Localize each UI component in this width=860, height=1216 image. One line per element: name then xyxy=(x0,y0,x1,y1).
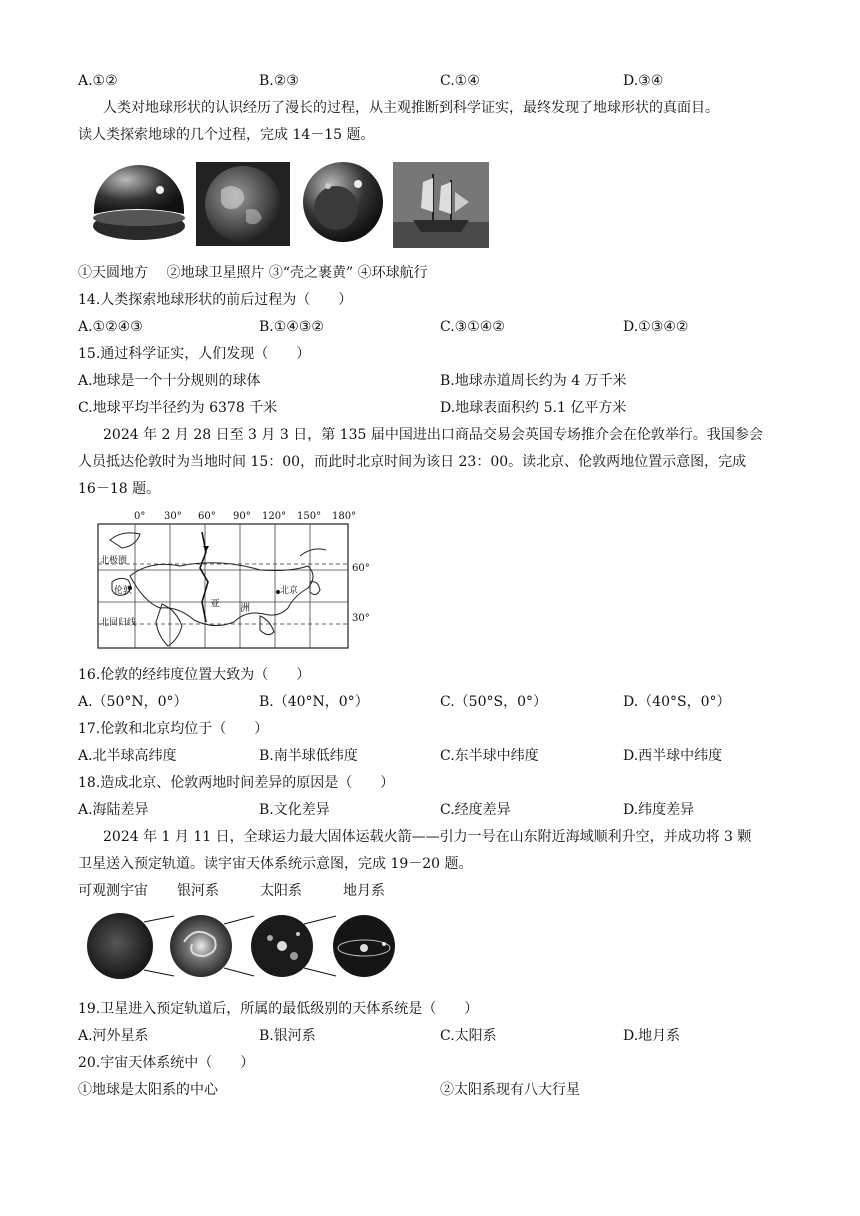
option-b: B.（40°N，0°） xyxy=(259,694,369,710)
option-c: C.东半球中纬度 xyxy=(440,748,539,764)
earth-moon-system-label: 地月系 xyxy=(343,883,385,899)
option-d: D.（40°S，0°） xyxy=(623,694,731,710)
solar-system-circle xyxy=(251,915,313,977)
milky-way-circle xyxy=(170,915,232,977)
q17-stem: 17.伦敦和北京均位于（ ） xyxy=(78,721,269,737)
milky-way-label: 银河系 xyxy=(177,883,219,899)
q17-options xyxy=(78,747,778,765)
intro-16-18-line2: 人员抵达伦敦时为当地时间 15：00，而此时北京时间为该日 23：00。读北京、伦敦两地位置示意图，完成 xyxy=(78,454,747,470)
q15-options-row2 xyxy=(78,399,778,417)
q16-options xyxy=(78,693,778,711)
universe-circle xyxy=(87,913,153,979)
tropic-of-cancer-label: 北回归线 xyxy=(100,618,137,628)
option-d: D.地球表面积约 5.1 亿平方米 xyxy=(440,400,627,416)
option-d: D.地月系 xyxy=(623,1028,681,1044)
option-c: C.③①④② xyxy=(440,319,505,335)
intro-19-20-line1: 2024 年 1 月 11 日，全球运力最大固体运载火箭——引力一号在山东附近海域顺利升空，并成功将 3 颗 xyxy=(103,829,752,845)
option-a: A.地球是一个十分规则的球体 xyxy=(78,373,261,389)
q16-stem: 16.伦敦的经纬度位置大致为（ ） xyxy=(78,667,311,683)
option-a: A.海陆差异 xyxy=(78,802,149,818)
q19-options xyxy=(78,1027,778,1045)
asia-label-2: 洲 xyxy=(240,603,250,614)
option-d: D.西半球中纬度 xyxy=(623,748,723,764)
q15-options-row1 xyxy=(78,372,778,390)
option-b: B.南半球低纬度 xyxy=(259,748,358,764)
q15-stem: 15.通过科学证实，人们发现（ ） xyxy=(78,346,311,362)
option-a: A.①②④③ xyxy=(78,319,143,335)
option-d: D.纬度差异 xyxy=(623,802,695,818)
lon-label-120: 120° xyxy=(262,511,287,522)
observable-universe-label: 可观测宇宙 xyxy=(78,883,148,899)
lon-label-90: 90° xyxy=(233,511,251,522)
option-b: B.地球赤道周长约为 4 万千米 xyxy=(440,373,627,389)
egg-shell-picture xyxy=(303,162,383,242)
q19-stem: 19.卫星进入预定轨道后，所属的最低级别的天体系统是（ ） xyxy=(78,1001,479,1017)
option-a: A.（50°N，0°） xyxy=(78,694,188,710)
lon-label-60: 60° xyxy=(198,511,216,522)
satellite-photo xyxy=(196,162,290,246)
solar-system-label: 太阳系 xyxy=(260,883,302,899)
intro-16-18-line1: 2024 年 2 月 28 日至 3 月 3 日，第 135 届中国进出口商品交易会英国专场推介会在伦敦举行。我国参会 xyxy=(103,427,763,443)
option-c: C.太阳系 xyxy=(440,1028,497,1044)
figure-caption: ①天圆地方 ②地球卫星照片 ③“壳之裹黄” ④环球航行 xyxy=(78,265,428,281)
lon-label-30: 30° xyxy=(164,511,182,522)
option-a: A.北半球高纬度 xyxy=(78,748,177,764)
dome-picture xyxy=(93,165,185,240)
ship-picture xyxy=(393,162,489,248)
option-b: B.①④③② xyxy=(259,319,324,335)
lon-label-180: 180° xyxy=(332,511,357,522)
option-c: C.①④ xyxy=(440,73,480,89)
statement-1: ①地球是太阳系的中心 xyxy=(78,1082,218,1098)
option-b: B.文化差异 xyxy=(259,802,330,818)
celestial-systems-diagram xyxy=(84,908,400,984)
option-b: B.银河系 xyxy=(259,1028,316,1044)
option-a: A.①② xyxy=(78,73,118,89)
option-d: D.①③④② xyxy=(623,319,689,335)
option-c: C.（50°S，0°） xyxy=(440,694,547,710)
q13-options xyxy=(78,72,778,90)
lon-label-0: 0° xyxy=(134,511,146,522)
intro-14-15-line1: 人类对地球形状的认识经历了漫长的过程，从主观推断到科学证实，最终发现了地球形状的真面目。 xyxy=(103,100,719,116)
beijing-london-map xyxy=(90,512,380,652)
earth-shape-figures xyxy=(86,160,412,250)
q20-stem: 20.宇宙天体系统中（ ） xyxy=(78,1055,255,1071)
q18-stem: 18.造成北京、伦敦两地时间差异的原因是（ ） xyxy=(78,775,395,791)
q14-stem: 14.人类探索地球形状的前后过程为（ ） xyxy=(78,292,353,308)
option-a: A.河外星系 xyxy=(78,1028,149,1044)
q14-options xyxy=(78,318,778,336)
option-c: C.经度差异 xyxy=(440,802,511,818)
q20-statements xyxy=(78,1081,778,1099)
arctic-circle-label: 北极圈 xyxy=(100,556,128,566)
option-b: B.②③ xyxy=(259,73,299,89)
intro-14-15-line2: 读人类探索地球的几个过程，完成 14－15 题。 xyxy=(78,127,375,143)
london-label: 伦敦 xyxy=(114,586,133,596)
asia-label-1: 亚 xyxy=(210,599,220,610)
intro-19-20-line2: 卫星送入预定轨道。读宇宙天体系统示意图，完成 19－20 题。 xyxy=(78,856,473,872)
intro-16-18-line3: 16－18 题。 xyxy=(78,481,161,497)
q18-options xyxy=(78,801,778,819)
statement-2: ②太阳系现有八大行星 xyxy=(440,1082,580,1098)
option-d: D.③④ xyxy=(623,73,664,89)
lat-label-60: 60° xyxy=(352,563,370,574)
option-c: C.地球平均半径约为 6378 千米 xyxy=(78,400,278,416)
lon-label-150: 150° xyxy=(297,511,322,522)
earth-moon-circle xyxy=(333,915,395,977)
lat-label-30: 30° xyxy=(352,613,370,624)
beijing-label: 北京 xyxy=(280,586,299,596)
